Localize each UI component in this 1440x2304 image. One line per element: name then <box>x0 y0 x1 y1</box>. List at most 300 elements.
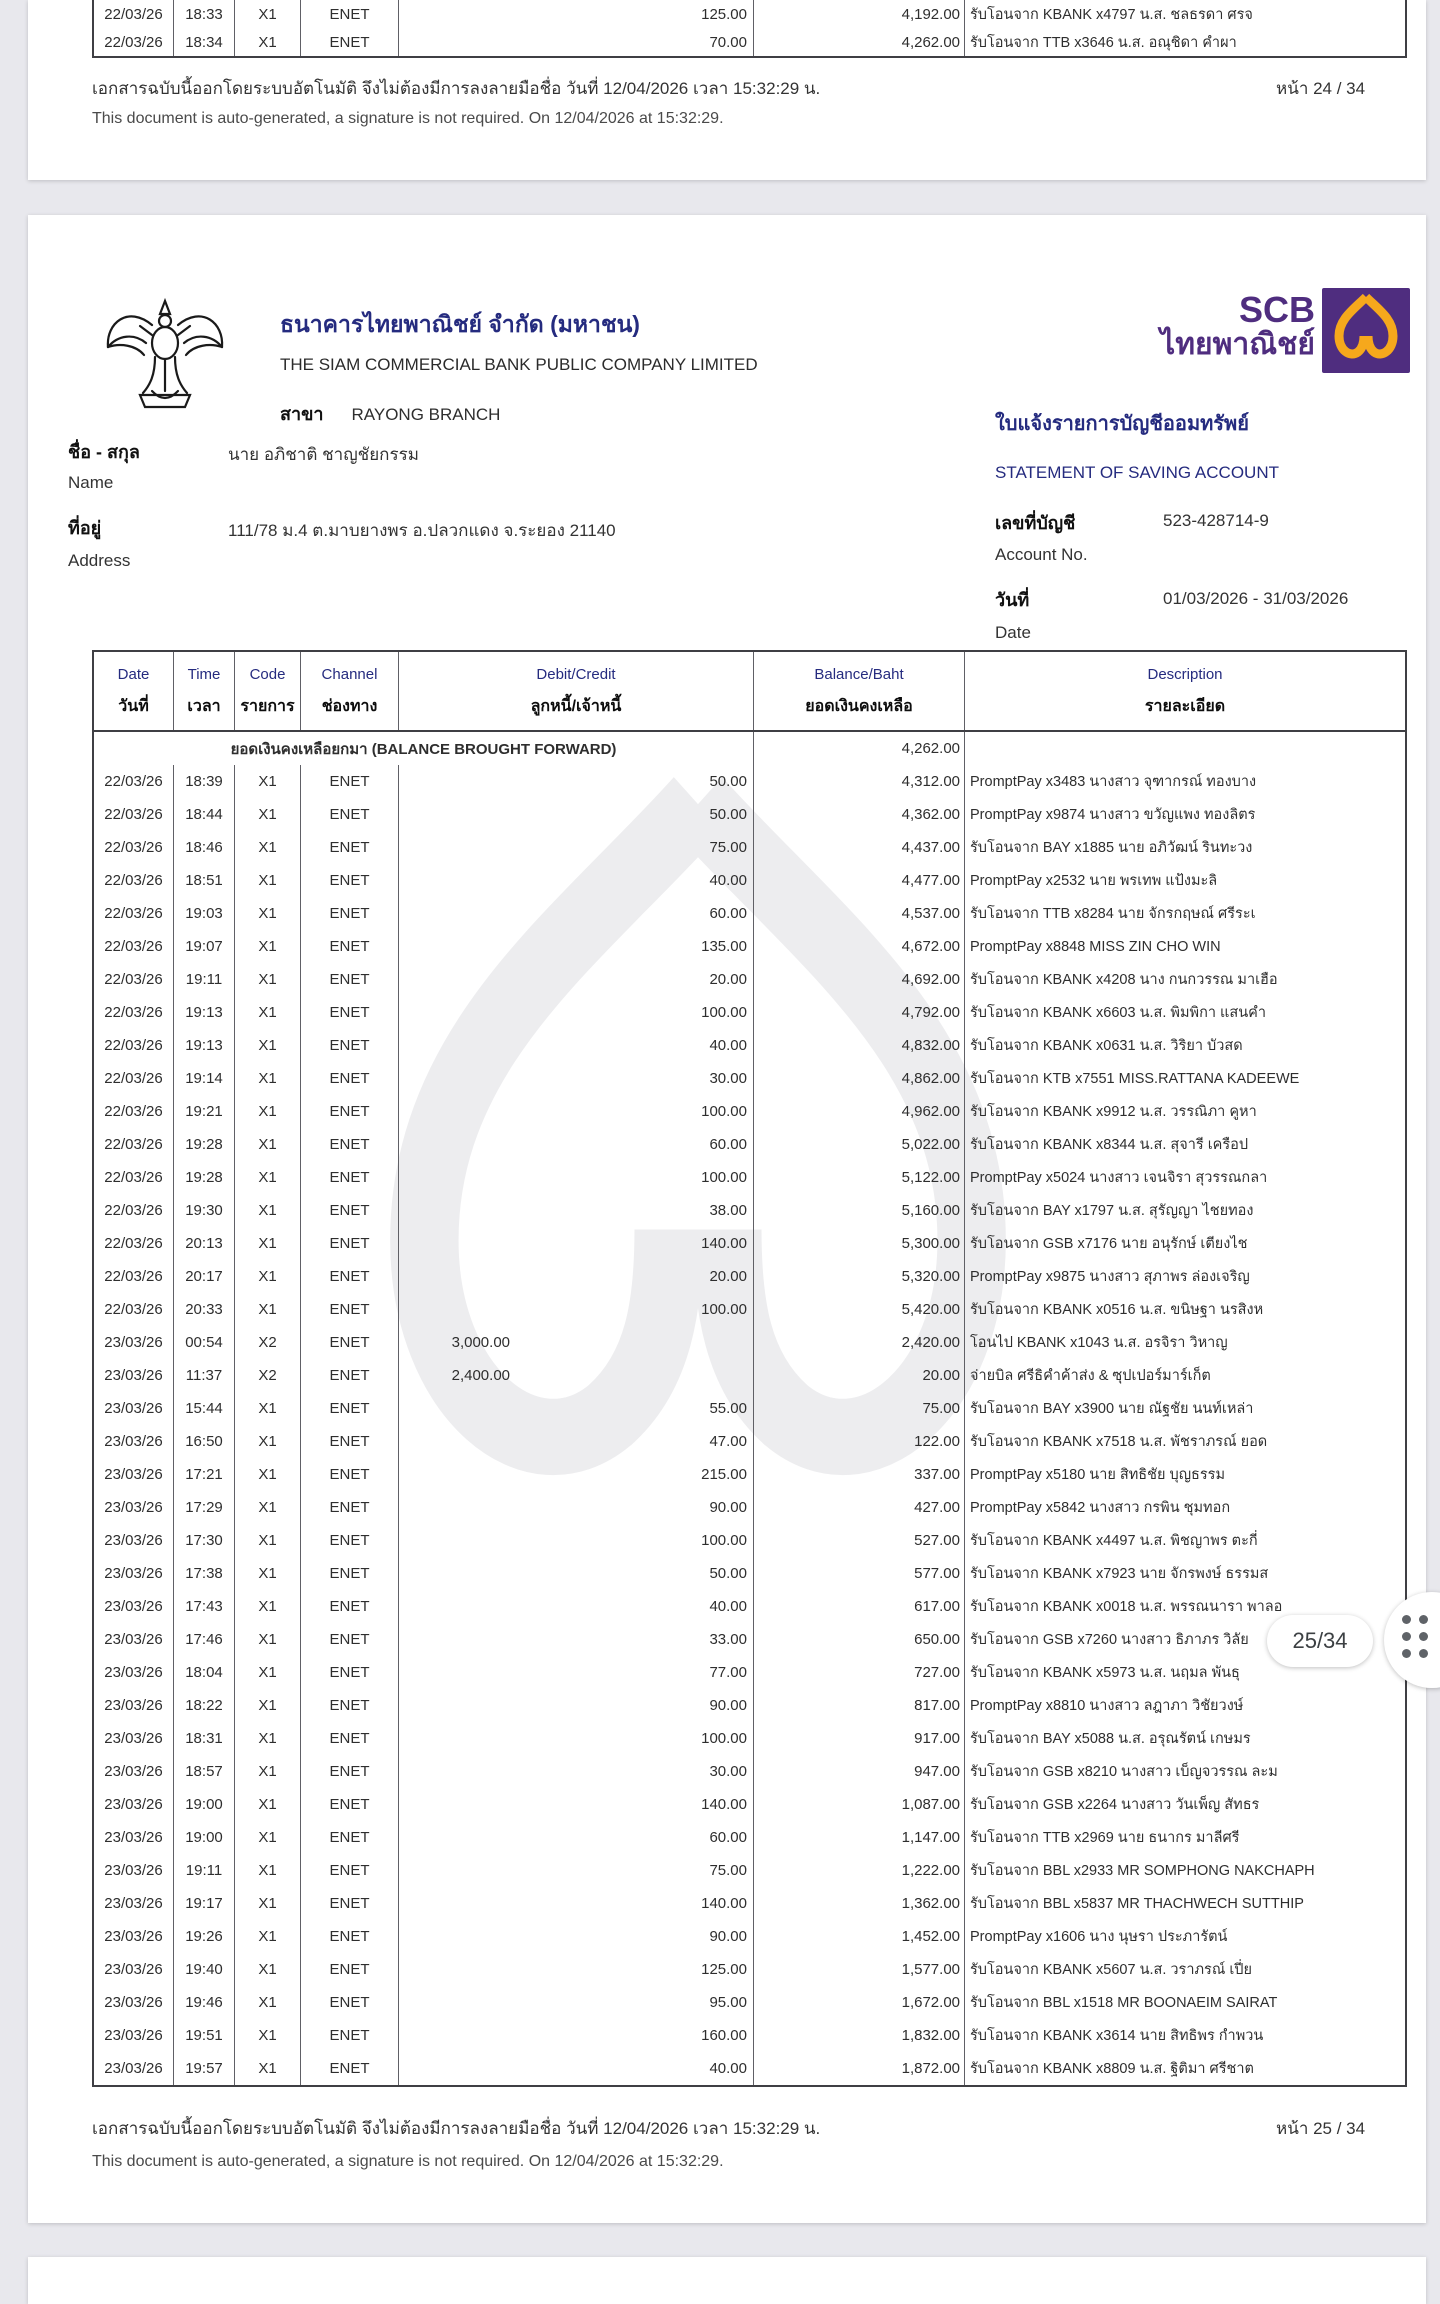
table-row <box>94 1491 1405 1524</box>
c-date: 23/03/26 <box>94 1557 174 1590</box>
c-desc: รับโอนจาก BAY x5088 น.ส. อรุณรัตน์ เกษมร <box>970 1731 1251 1747</box>
c-amount: 100.00 <box>399 1722 754 1755</box>
c-amount: 95.00 <box>399 1986 754 2019</box>
table-row <box>94 1887 1405 1920</box>
c-amount: 140.00 <box>399 1887 754 1920</box>
c-code: X1 <box>235 864 301 897</box>
c-channel: ENET <box>301 28 399 56</box>
c-balance: 577.00 <box>754 1557 965 1590</box>
c-code: X1 <box>235 2052 301 2085</box>
c-amount: 100.00 <box>399 1161 754 1194</box>
c-balance: 5,122.00 <box>754 1161 965 1194</box>
c-amount: 100.00 <box>399 1524 754 1557</box>
c-desc: รับโอนจาก BAY x1797 น.ส. สุรัญญา ไชยทอง <box>970 1203 1254 1219</box>
c-desc: PromptPay x5180 นาย สิทธิชัย บุญธรรม <box>970 1467 1226 1483</box>
c-time: 19:00 <box>174 1788 235 1821</box>
c-amount: 40.00 <box>399 1590 754 1623</box>
c-balance: 4,537.00 <box>754 897 965 930</box>
c-channel: ENET <box>301 1854 399 1887</box>
c-amount: 135.00 <box>399 930 754 963</box>
c-desc: รับโอนจาก BBL x5837 MR THACHWECH SUTTHIP <box>970 1896 1304 1912</box>
scb-logo-text <box>1108 291 1315 360</box>
c-date: 22/03/26 <box>94 1260 174 1293</box>
c-amount: 140.00 <box>399 1227 754 1260</box>
c-amount: 3,000.00 <box>399 1326 754 1359</box>
c-code: X2 <box>235 1326 301 1359</box>
c-date: 23/03/26 <box>94 1359 174 1392</box>
table-row <box>94 1854 1405 1887</box>
c-channel: ENET <box>301 1227 399 1260</box>
c-date: 23/03/26 <box>94 1722 174 1755</box>
c-time: 19:46 <box>174 1986 235 2019</box>
name-label-en: Name <box>68 473 114 492</box>
c-time: 18:39 <box>174 765 235 798</box>
c-code: X1 <box>235 1491 301 1524</box>
c-balance: 527.00 <box>754 1524 965 1557</box>
c-desc: รับโอนจาก KBANK x0516 น.ส. ขนิษฐา นรสิงห <box>970 1302 1264 1318</box>
table-row <box>94 1260 1405 1293</box>
c-amount: 55.00 <box>399 1392 754 1425</box>
c-time: 19:13 <box>174 996 235 1029</box>
c-date: 22/03/26 <box>94 963 174 996</box>
c-desc: รับโอนจาก GSB x7260 นางสาว ธิภาภร วิลัย <box>970 1632 1249 1648</box>
c-date: 23/03/26 <box>94 1326 174 1359</box>
table-row <box>94 1722 1405 1755</box>
c-amount: 30.00 <box>399 1062 754 1095</box>
c-channel: ENET <box>301 1986 399 2019</box>
table-row <box>94 1194 1405 1227</box>
date-label-en: Date <box>995 623 1031 642</box>
c-time: 19:51 <box>174 2019 235 2052</box>
c-time: 18:22 <box>174 1689 235 1722</box>
c-date: 23/03/26 <box>94 1953 174 1986</box>
document-page-25 <box>28 215 1426 2223</box>
c-channel: ENET <box>301 1557 399 1590</box>
statement-table-fragment <box>92 0 1407 58</box>
address-label-en: Address <box>68 551 131 570</box>
c-desc: รับโอนจาก KBANK x3614 นาย สิทธิพร กำพวน <box>970 2028 1264 2044</box>
footer-note-en: This document is auto-generated, a signature is not required. On 12/04/2026 at 15:32:29. <box>92 110 724 127</box>
c-code: X1 <box>235 1128 301 1161</box>
c-time: 19:14 <box>174 1062 235 1095</box>
c-date: 22/03/26 <box>94 897 174 930</box>
c-amount: 90.00 <box>399 1920 754 1953</box>
c-code: X1 <box>235 1821 301 1854</box>
scb-logo-text-top: SCB <box>1238 289 1315 330</box>
c-code: X1 <box>235 831 301 864</box>
column-header: Time เวลา <box>174 652 235 730</box>
c-balance: 4,792.00 <box>754 996 965 1029</box>
c-balance: 1,087.00 <box>754 1788 965 1821</box>
c-code: X1 <box>235 1920 301 1953</box>
c-code: X1 <box>235 1557 301 1590</box>
table-row <box>94 798 1405 831</box>
c-balance: 817.00 <box>754 1689 965 1722</box>
c-channel: ENET <box>301 1887 399 1920</box>
table-row <box>94 996 1405 1029</box>
c-channel: ENET <box>301 1755 399 1788</box>
c-balance: 5,420.00 <box>754 1293 965 1326</box>
c-balance: 5,160.00 <box>754 1194 965 1227</box>
c-channel: ENET <box>301 1293 399 1326</box>
c-time: 20:13 <box>174 1227 235 1260</box>
c-amount: 20.00 <box>399 1260 754 1293</box>
c-amount: 60.00 <box>399 1821 754 1854</box>
c-date: 22/03/26 <box>94 0 174 28</box>
c-code: X1 <box>235 1722 301 1755</box>
bank-name-th: ธนาคารไทยพาณิชย์ จำกัด (มหาชน) <box>280 311 640 337</box>
table-row <box>94 1755 1405 1788</box>
c-amount: 77.00 <box>399 1656 754 1689</box>
c-balance: 337.00 <box>754 1458 965 1491</box>
brought-forward-row <box>94 732 1405 765</box>
c-channel: ENET <box>301 1623 399 1656</box>
c-code: X1 <box>235 1293 301 1326</box>
c-time: 18:57 <box>174 1755 235 1788</box>
account-no-value: 523-428714-9 <box>1163 511 1269 530</box>
c-amount: 60.00 <box>399 897 754 930</box>
table-row <box>94 1326 1405 1359</box>
c-date: 22/03/26 <box>94 1293 174 1326</box>
c-code: X1 <box>235 963 301 996</box>
c-balance: 4,962.00 <box>754 1095 965 1128</box>
c-balance: 5,300.00 <box>754 1227 965 1260</box>
c-desc: PromptPay x5842 นางสาว กรพิน ชุมทอก <box>970 1500 1231 1516</box>
c-time: 19:07 <box>174 930 235 963</box>
statement-title-en: STATEMENT OF SAVING ACCOUNT <box>995 463 1279 482</box>
c-time: 19:03 <box>174 897 235 930</box>
c-date: 23/03/26 <box>94 1821 174 1854</box>
c-balance: 4,262.00 <box>754 28 965 56</box>
statement-table <box>92 650 1407 2087</box>
c-channel: ENET <box>301 1194 399 1227</box>
c-channel: ENET <box>301 1920 399 1953</box>
statement-title-th: ใบแจ้งรายการบัญชีออมทรัพย์ <box>995 413 1249 435</box>
c-channel: ENET <box>301 1524 399 1557</box>
c-desc: PromptPay x8810 นางสาว ลฎาภา วิชัยวงษ์ <box>970 1698 1244 1714</box>
table-row <box>94 2052 1405 2085</box>
c-code: X1 <box>235 1062 301 1095</box>
c-date: 22/03/26 <box>94 996 174 1029</box>
c-balance: 617.00 <box>754 1590 965 1623</box>
c-time: 19:21 <box>174 1095 235 1128</box>
table-row <box>94 963 1405 996</box>
c-amount: 100.00 <box>399 1293 754 1326</box>
c-desc: PromptPay x9874 นางสาว ขวัญแพง ทองลิตร <box>970 807 1256 823</box>
c-balance: 1,362.00 <box>754 1887 965 1920</box>
c-date: 22/03/26 <box>94 798 174 831</box>
column-header: Balance/Baht ยอดเงินคงเหลือ <box>754 652 965 730</box>
c-date: 23/03/26 <box>94 1623 174 1656</box>
table-row <box>94 1161 1405 1194</box>
column-header: Code รายการ <box>235 652 301 730</box>
brought-forward-balance: 4,262.00 <box>754 732 965 765</box>
c-date: 23/03/26 <box>94 1755 174 1788</box>
footer-note-th: เอกสารฉบับนี้ออกโดยระบบอัตโนมัติ จึงไม่ต้องมีการลงลายมือชื่อ วันที่ 12/04/2026 เวลา 15:32:29 น. <box>92 2119 821 2138</box>
c-date: 23/03/26 <box>94 1986 174 2019</box>
c-time: 19:17 <box>174 1887 235 1920</box>
c-balance: 1,872.00 <box>754 2052 965 2085</box>
c-desc: PromptPay x8848 MISS ZIN CHO WIN <box>970 938 1221 955</box>
c-time: 18:04 <box>174 1656 235 1689</box>
c-channel: ENET <box>301 1029 399 1062</box>
table-row <box>94 1788 1405 1821</box>
c-date: 23/03/26 <box>94 1854 174 1887</box>
c-channel: ENET <box>301 0 399 28</box>
c-amount: 40.00 <box>399 2052 754 2085</box>
c-date: 23/03/26 <box>94 1689 174 1722</box>
c-time: 18:34 <box>174 28 235 56</box>
c-desc: รับโอนจาก GSB x8210 นางสาว เบ็ญจวรรณ ละม <box>970 1764 1278 1780</box>
c-channel: ENET <box>301 1458 399 1491</box>
c-balance: 947.00 <box>754 1755 965 1788</box>
table-row <box>94 1821 1405 1854</box>
c-code: X1 <box>235 1392 301 1425</box>
c-date: 23/03/26 <box>94 2052 174 2085</box>
c-date: 22/03/26 <box>94 1128 174 1161</box>
c-desc: PromptPay x5024 นางสาว เจนจิรา สุวรรณกลา <box>970 1170 1268 1186</box>
c-desc: รับโอนจาก KBANK x5607 น.ส. วราภรณ์ เปี่ย <box>970 1962 1252 1978</box>
c-date: 23/03/26 <box>94 1524 174 1557</box>
c-amount: 100.00 <box>399 996 754 1029</box>
c-balance: 4,312.00 <box>754 765 965 798</box>
c-desc: รับโอนจาก BBL x2933 MR SOMPHONG NAKCHAPH <box>970 1863 1315 1879</box>
c-code: X1 <box>235 1095 301 1128</box>
c-amount: 215.00 <box>399 1458 754 1491</box>
c-code: X1 <box>235 1755 301 1788</box>
scb-logo-icon <box>1322 288 1410 373</box>
statement-period: 01/03/2026 - 31/03/2026 <box>1163 589 1349 608</box>
c-desc: PromptPay x9875 นางสาว สุภาพร ล่องเจริญ <box>970 1269 1250 1285</box>
c-code: X1 <box>235 0 301 28</box>
c-channel: ENET <box>301 1326 399 1359</box>
c-balance: 5,022.00 <box>754 1128 965 1161</box>
c-date: 23/03/26 <box>94 1887 174 1920</box>
c-time: 19:11 <box>174 1854 235 1887</box>
c-balance: 727.00 <box>754 1656 965 1689</box>
c-amount: 50.00 <box>399 798 754 831</box>
table-row <box>94 1293 1405 1326</box>
c-desc: รับโอนจาก KBANK x8809 น.ส. ฐิติมา ศรีชาต <box>970 2061 1254 2077</box>
table-row <box>94 0 1405 28</box>
c-desc: รับโอนจาก KBANK x9912 น.ส. วรรณิภา คูหา <box>970 1104 1257 1120</box>
c-balance: 2,420.00 <box>754 1326 965 1359</box>
table-row <box>94 1095 1405 1128</box>
c-desc: รับโอนจาก KBANK x6603 น.ส. พิมพิกา แสนคำ <box>970 1005 1266 1021</box>
garuda-emblem-icon <box>100 295 230 420</box>
c-channel: ENET <box>301 930 399 963</box>
table-row <box>94 831 1405 864</box>
c-desc: รับโอนจาก KBANK x4797 น.ส. ชลธรดา ศรจ <box>970 6 1253 23</box>
c-channel: ENET <box>301 1656 399 1689</box>
table-row <box>94 897 1405 930</box>
c-desc: รับโอนจาก KBANK x7923 นาย จักรพงษ์ ธรรมส <box>970 1566 1269 1582</box>
c-desc: PromptPay x3483 นางสาว จุฑากรณ์ ทองบาง <box>970 774 1257 790</box>
c-date: 22/03/26 <box>94 864 174 897</box>
c-code: X1 <box>235 930 301 963</box>
c-desc: PromptPay x1606 นาง นุษรา ประภารัตน์ <box>970 1929 1228 1945</box>
c-date: 22/03/26 <box>94 1095 174 1128</box>
c-channel: ENET <box>301 963 399 996</box>
c-channel: ENET <box>301 1359 399 1392</box>
c-desc: รับโอนจาก KBANK x5973 น.ส. นฤมล พันธุ <box>970 1665 1240 1681</box>
table-header-row <box>94 652 1405 732</box>
c-time: 17:29 <box>174 1491 235 1524</box>
c-time: 19:13 <box>174 1029 235 1062</box>
table-row <box>94 28 1405 56</box>
c-balance: 427.00 <box>754 1491 965 1524</box>
c-amount: 40.00 <box>399 864 754 897</box>
c-desc: รับโอนจาก KBANK x0018 น.ส. พรรณนารา พาลอ <box>970 1599 1283 1615</box>
c-channel: ENET <box>301 2019 399 2052</box>
table-row <box>94 1623 1405 1656</box>
c-code: X1 <box>235 996 301 1029</box>
name-label-th: ชื่อ - สกุล <box>68 442 140 462</box>
c-amount: 50.00 <box>399 1557 754 1590</box>
c-code: X1 <box>235 1194 301 1227</box>
c-time: 19:11 <box>174 963 235 996</box>
table-row <box>94 2019 1405 2052</box>
c-date: 23/03/26 <box>94 1458 174 1491</box>
account-no-label-en: Account No. <box>995 545 1088 564</box>
branch-label: สาขา <box>280 404 324 424</box>
c-balance: 4,832.00 <box>754 1029 965 1062</box>
c-date: 22/03/26 <box>94 765 174 798</box>
c-balance: 4,477.00 <box>754 864 965 897</box>
document-page-24 <box>28 0 1426 180</box>
table-row <box>94 1689 1405 1722</box>
c-time: 18:33 <box>174 0 235 28</box>
c-time: 19:30 <box>174 1194 235 1227</box>
c-time: 11:37 <box>174 1359 235 1392</box>
table-row <box>94 1029 1405 1062</box>
transactions-body-prev <box>94 0 1405 56</box>
c-code: X1 <box>235 1854 301 1887</box>
c-date: 22/03/26 <box>94 1194 174 1227</box>
c-balance: 1,672.00 <box>754 1986 965 2019</box>
c-channel: ENET <box>301 1161 399 1194</box>
footer-note-th: เอกสารฉบับนี้ออกโดยระบบอัตโนมัติ จึงไม่ต้องมีการลงลายมือชื่อ วันที่ 12/04/2026 เวลา 15:32:29 น. <box>92 79 821 98</box>
c-desc: รับโอนจาก KBANK x4208 นาง กนกวรรณ มาเฮือ <box>970 972 1278 988</box>
c-desc: รับโอนจาก KBANK x7518 น.ส. พัชราภรณ์ ยอด <box>970 1434 1268 1450</box>
c-time: 18:31 <box>174 1722 235 1755</box>
scb-logo-text-bottom: ไทยพาณิชย์ <box>1160 327 1315 361</box>
c-date: 23/03/26 <box>94 1392 174 1425</box>
c-date: 22/03/26 <box>94 930 174 963</box>
c-amount: 125.00 <box>399 0 754 28</box>
customer-name: นาย อภิชาติ ชาญชัยกรรม <box>228 445 419 464</box>
c-amount: 160.00 <box>399 2019 754 2052</box>
table-row <box>94 1590 1405 1623</box>
c-channel: ENET <box>301 831 399 864</box>
c-channel: ENET <box>301 1392 399 1425</box>
c-amount: 38.00 <box>399 1194 754 1227</box>
c-time: 16:50 <box>174 1425 235 1458</box>
c-code: X1 <box>235 1227 301 1260</box>
table-row <box>94 765 1405 798</box>
c-code: X1 <box>235 1458 301 1491</box>
branch-row <box>280 399 500 428</box>
table-row <box>94 1458 1405 1491</box>
c-amount: 75.00 <box>399 831 754 864</box>
c-balance: 650.00 <box>754 1623 965 1656</box>
c-amount: 90.00 <box>399 1689 754 1722</box>
c-date: 22/03/26 <box>94 1161 174 1194</box>
c-code: X1 <box>235 1524 301 1557</box>
c-code: X1 <box>235 1161 301 1194</box>
column-header: Description รายละเอียด <box>1144 665 1226 715</box>
c-desc: รับโอนจาก TTB x3646 น.ส. อณุชิดา คำผา <box>970 34 1237 51</box>
c-channel: ENET <box>301 798 399 831</box>
table-row <box>94 1920 1405 1953</box>
c-time: 18:44 <box>174 798 235 831</box>
c-time: 17:46 <box>174 1623 235 1656</box>
c-code: X2 <box>235 1359 301 1392</box>
c-amount: 33.00 <box>399 1623 754 1656</box>
brought-forward-label: ยอดเงินคงเหลือยกมา (BALANCE BROUGHT FORWARD) <box>94 732 754 765</box>
c-balance: 1,452.00 <box>754 1920 965 1953</box>
c-balance: 1,222.00 <box>754 1854 965 1887</box>
c-code: X1 <box>235 1788 301 1821</box>
c-time: 17:21 <box>174 1458 235 1491</box>
c-desc: รับโอนจาก KBANK x4497 น.ส. พิชญาพร ตะกี่ <box>970 1533 1258 1549</box>
c-balance: 1,577.00 <box>754 1953 965 1986</box>
c-desc: รับโอนจาก BAY x1885 นาย อภิวัฒน์ รินทะวง <box>970 840 1253 856</box>
c-desc: รับโอนจาก GSB x2264 นางสาว วันเพ็ญ สัทธร <box>970 1797 1260 1813</box>
c-time: 20:17 <box>174 1260 235 1293</box>
c-code: X1 <box>235 1260 301 1293</box>
column-header: Date วันที่ <box>94 652 174 730</box>
c-code: X1 <box>235 1986 301 2019</box>
c-channel: ENET <box>301 1788 399 1821</box>
footer-note-en: This document is auto-generated, a signature is not required. On 12/04/2026 at 15:32:29. <box>92 2153 724 2170</box>
c-time: 17:43 <box>174 1590 235 1623</box>
c-amount: 40.00 <box>399 1029 754 1062</box>
c-amount: 50.00 <box>399 765 754 798</box>
c-balance: 4,862.00 <box>754 1062 965 1095</box>
c-code: X1 <box>235 1689 301 1722</box>
c-date: 23/03/26 <box>94 1656 174 1689</box>
c-time: 19:57 <box>174 2052 235 2085</box>
c-balance: 4,362.00 <box>754 798 965 831</box>
c-time: 18:51 <box>174 864 235 897</box>
c-desc: รับโอนจาก KBANK x0631 น.ส. วิริยา บัวสด <box>970 1038 1243 1054</box>
c-date: 23/03/26 <box>94 1788 174 1821</box>
branch-name: RAYONG BRANCH <box>351 405 501 424</box>
c-code: X1 <box>235 1656 301 1689</box>
c-code: X1 <box>235 1953 301 1986</box>
table-row <box>94 1227 1405 1260</box>
c-desc: รับโอนจาก TTB x2969 นาย ธนากร มาลีศรี <box>970 1830 1240 1846</box>
table-row <box>94 1656 1405 1689</box>
table-row <box>94 1524 1405 1557</box>
table-row <box>94 1425 1405 1458</box>
c-channel: ENET <box>301 765 399 798</box>
c-channel: ENET <box>301 1260 399 1293</box>
c-desc: รับโอนจาก BBL x1518 MR BOONAEIM SAIRAT <box>970 1995 1278 2011</box>
c-channel: ENET <box>301 1491 399 1524</box>
c-amount: 70.00 <box>399 28 754 56</box>
bank-name-en: THE SIAM COMMERCIAL BANK PUBLIC COMPANY LIMITED <box>280 355 758 374</box>
page-number-label: หน้า 25 / 34 <box>1276 2119 1366 2138</box>
c-code: X1 <box>235 765 301 798</box>
c-time: 20:33 <box>174 1293 235 1326</box>
c-amount: 60.00 <box>399 1128 754 1161</box>
c-time: 00:54 <box>174 1326 235 1359</box>
c-balance: 917.00 <box>754 1722 965 1755</box>
c-balance: 1,147.00 <box>754 1821 965 1854</box>
c-channel: ENET <box>301 1689 399 1722</box>
